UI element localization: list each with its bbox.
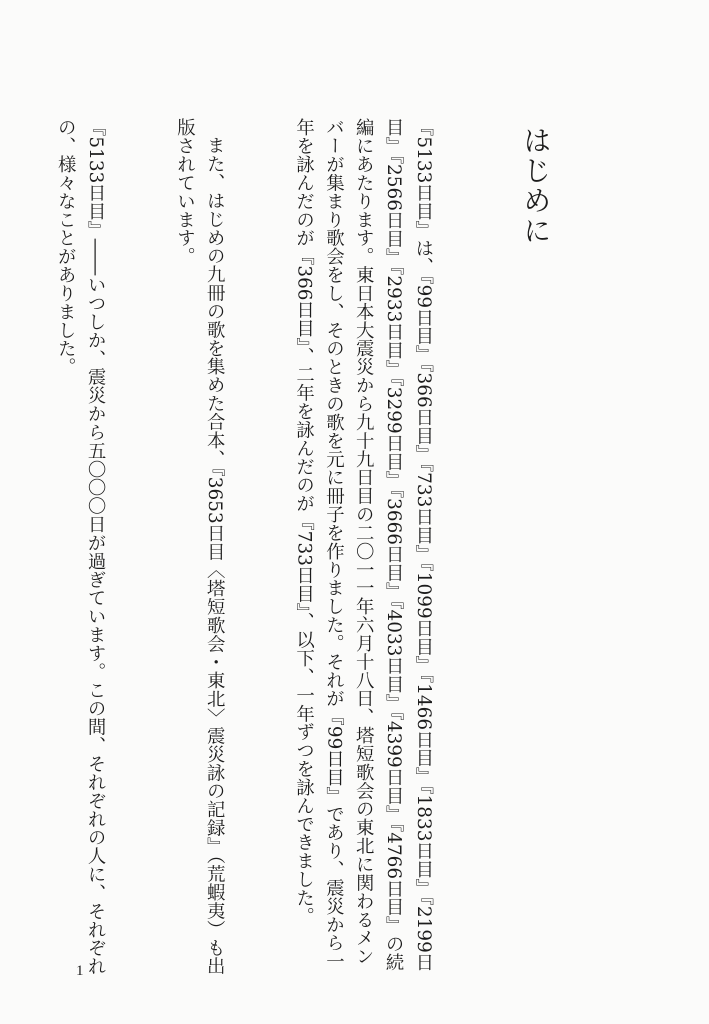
page-title: はじめに [519, 126, 553, 246]
paragraph-1: 『5133日目』は、『99日目』『366日目』『733日目』『1099日目』『1466日目』『1833日目』『2199日目』『2566日目』『2933日目』『3299日目』『3666日目』『4033日目』『4399日目』『4766日目』の続編にあたります。東日本大震災から九十九日目の二〇一一年六月十八日、塔短歌会の東北に関わるメンバーが集まり歌会をし、そのときの歌を元に冊子を作りました。それが『99日目』であり、震災から一年を詠んだのが『366日目』、二年を詠んだのが『733日目』、以下、一年ずつを詠んできました。 [293, 118, 434, 972]
paragraph-3: 『5133日目』――いつしか、震災から五〇〇〇日が過ぎています。この間、それぞれの人に、それぞれの、様々なことがありました。 [55, 118, 107, 976]
vertical-text-block [0, 118, 611, 978]
page-number: 1 [76, 963, 84, 979]
paragraph-2: また、はじめの九冊の歌を集めた合本、『3653日目〈塔短歌会・東北〉震災詠の記録』（荒蝦夷）も出版されています。 [174, 118, 226, 976]
